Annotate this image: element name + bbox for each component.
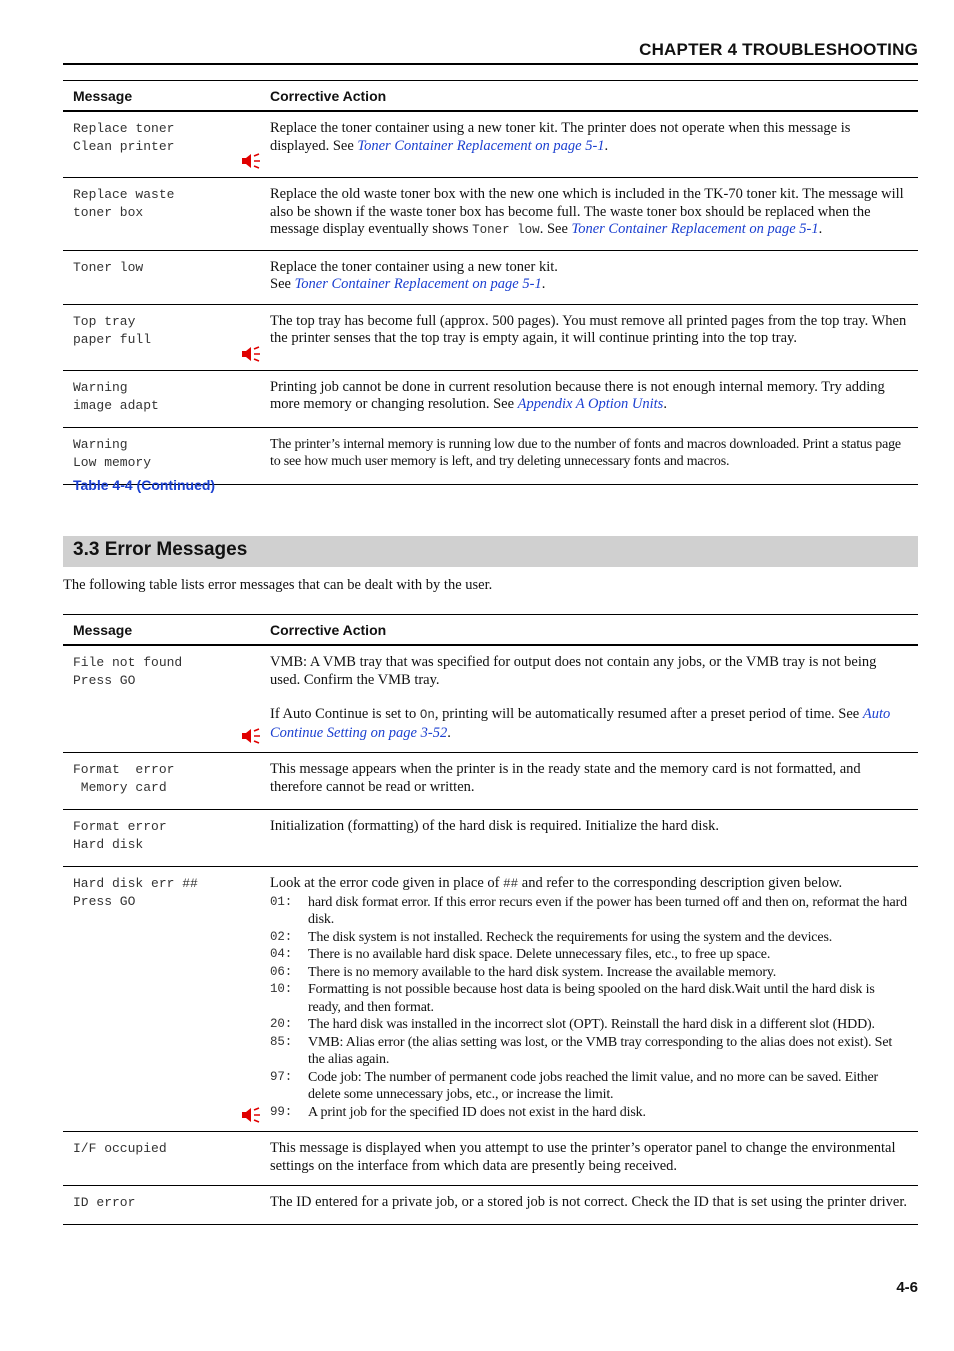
action-text: The ID entered for a private job, or a stored job is not correct. Check the ID that is set using the printer driver. [270,1194,907,1210]
table-row [63,645,918,753]
action-cell [266,753,918,810]
message-cell [63,111,266,178]
speaker-alert-icon [241,1107,261,1123]
speaker-alert-icon [241,728,261,744]
error-code-description: There is no available hard disk space. Delete unnecessary files, etc., to free up space. [308,947,771,962]
message-cell [63,304,266,370]
error-code: 01: [270,894,293,909]
table-row [63,304,918,370]
error-code-description: Code job: The number of permanent code jobs reached the limit value, and no more can be saved. Either delete some unnecessary jobs, etc., or increase the limit. [308,1069,879,1102]
action-paragraph: VMB: A VMB tray that was specified for output does not contain any jobs, or the VMB tray is not being used. Confirm the VMB tray. [270,654,877,688]
message-text: Replace toner Clean printer [73,121,175,154]
error-code-description: VMB: Alias error (the alias setting was lost, or the VMB tray corresponding to the alias does not exist). Set the alias again. [308,1034,893,1067]
list-item [270,1104,910,1122]
action-text-mid: , printing will be automatically resumed after a preset period of time. See [434,706,863,722]
error-code-intro [270,875,910,894]
column-header-message: Message [63,81,266,112]
table-caption: Table 4-4 (Continued) [73,477,216,493]
cross-reference-link[interactable]: Toner Container Replacement on page 5-1 [571,221,819,237]
message-text: ID error [73,1195,136,1210]
error-code: 99: [270,1104,293,1119]
table-row [63,370,918,427]
column-header-action: Corrective Action [266,615,918,646]
speaker-alert-icon [241,153,261,169]
display-message-code: Toner low [472,223,540,237]
action-paragraph-auto-continue [270,706,910,742]
message-text: Replace waste toner box [73,187,175,220]
action-text-end: . [818,221,823,237]
action-cell [266,111,918,178]
setting-value: On [419,708,435,722]
table-row [63,753,918,810]
error-code-description: Formatting is not possible because host data is being spooled on the hard disk.Wait until the hard disk is ready, and then format. [308,982,875,1015]
action-text-mid: . See [539,221,572,237]
action-cell [266,370,918,427]
action-text: The top tray has become full (approx. 500 pages). You must remove all printed pages from the top tray. When the printer senses that the top tray is empty again, it will continue printing into the top tray. [270,312,907,346]
error-code-description: There is no memory available to the hard disk system. Increase the available memory. [308,964,777,980]
list-item [270,946,910,964]
error-code: 06: [270,964,293,979]
action-cell [266,645,918,753]
table-row [63,111,918,178]
action-text: Replace the old waste toner box with the new one which is included in the TK-70 toner kit. The message will also be shown if the waste toner box has become full. The waste toner box should be replaced when the message display eventually shows [270,186,904,237]
error-code: 04: [270,947,293,961]
action-text-end: . [541,276,546,292]
action-text: Look at the error code given in place of [270,875,504,891]
action-text: This message is displayed when you attempt to use the printer’s operator panel to change the environmental settings on the interface from which data are presently being received. [270,1140,896,1174]
action-text: This message appears when the printer is in the ready state and the memory card is not formatted, and therefore cannot be read or written. [270,761,861,795]
error-message-table [63,614,918,1225]
placeholder-code: ## [503,877,519,891]
header-rule [63,63,918,65]
action-cell [266,250,918,304]
cross-reference-link[interactable]: Toner Container Replacement on page 5-1 [294,276,542,292]
list-item [270,1034,910,1069]
speaker-alert-icon [241,346,261,362]
action-cell [266,1132,918,1186]
message-cell [63,867,266,1132]
table-row [63,250,918,304]
action-text: If Auto Continue is set to [270,706,420,722]
cross-reference-link[interactable]: Auto Continue Setting on page 3-52 [270,706,891,741]
error-code-list [270,894,910,1122]
message-cell [63,753,266,810]
message-text: Toner low [73,259,144,275]
cross-reference-link[interactable]: Toner Container Replacement on page 5-1 [357,137,605,154]
message-text: Warning image adapt [73,379,159,413]
message-text: Format error Hard disk [73,819,167,852]
action-text-end: . [604,137,609,154]
cross-reference-link[interactable]: Appendix A Option Units [517,396,664,412]
error-code: 97: [270,1069,293,1084]
message-cell [63,178,266,251]
table-row [63,867,918,1132]
message-table-continued [63,80,918,485]
table-row [63,1186,918,1225]
error-code: 02: [270,929,293,944]
message-text: Top tray paper full [73,313,152,347]
section-intro: The following table lists error messages that can be dealt with by the user. [63,577,493,593]
table-row [63,178,918,251]
list-item [270,929,910,947]
action-cell [266,304,918,370]
list-item [270,1016,910,1034]
action-text: Printing job cannot be done in current resolution because there is not enough internal memory. Try adding more memory or changing resolution. See [270,378,885,412]
error-code-description: The disk system is not installed. Recheck the requirements for using the system and the devices. [308,929,833,945]
action-text-end: and refer to the corresponding description given below. [518,875,843,891]
error-code: 85: [270,1034,293,1049]
action-text: Replace the toner container using a new toner kit. The printer does not operate when this message is displayed. See [270,120,851,154]
message-cell [63,1132,266,1186]
error-code-description: hard disk format error. If this error recurs even if the power has been turned off and then on, reformat the hard disk. [308,894,907,927]
action-cell [266,1186,918,1225]
action-text-end: . [663,396,667,412]
message-text: File not found Press GO [73,655,183,688]
action-cell [266,810,918,867]
column-header-action: Corrective Action [266,81,918,112]
message-text: Format error Memory card [73,762,175,795]
message-text: Warning Low memory [73,436,152,470]
table-row [63,427,918,484]
error-code: 10: [270,982,293,996]
message-text: I/F occupied [73,1141,167,1156]
message-cell [63,250,266,304]
message-cell [63,427,266,484]
error-code: 20: [270,1017,293,1031]
action-text: Replace the toner container using a new toner kit. [270,258,558,275]
action-text-end: . [447,724,451,741]
action-text: The printer’s internal memory is running low due to the number of fonts and macros downloaded. Print a status page to see how much user memory is left, and try deleting unnecessary fonts and macros. [270,436,901,469]
column-header-message: Message [63,615,266,646]
section-title: 3.3 Error Messages [73,539,248,560]
action-cell [266,427,918,484]
message-cell [63,1186,266,1225]
list-item [270,894,910,929]
chapter-header: CHAPTER 4 TROUBLESHOOTING [639,40,918,59]
list-item [270,964,910,982]
table-row [63,810,918,867]
action-cell [266,867,918,1132]
message-cell [63,645,266,753]
page-number: 4-6 [896,1279,918,1296]
message-cell [63,370,266,427]
action-text: Initialization (formatting) of the hard disk is required. Initialize the hard disk. [270,818,719,834]
message-cell [63,810,266,867]
message-text: Hard disk err ## Press GO [73,876,198,909]
action-text-see: See [270,276,295,292]
error-code-description: A print job for the specified ID does not exist in the hard disk. [308,1104,646,1120]
table-row [63,1132,918,1186]
error-code-description: The hard disk was installed in the incorrect slot (OPT). Reinstall the hard disk in a different slot (HDD). [308,1017,875,1032]
list-item [270,1069,910,1104]
list-item [270,981,910,1016]
action-cell [266,178,918,251]
section-heading-bar [63,536,918,567]
